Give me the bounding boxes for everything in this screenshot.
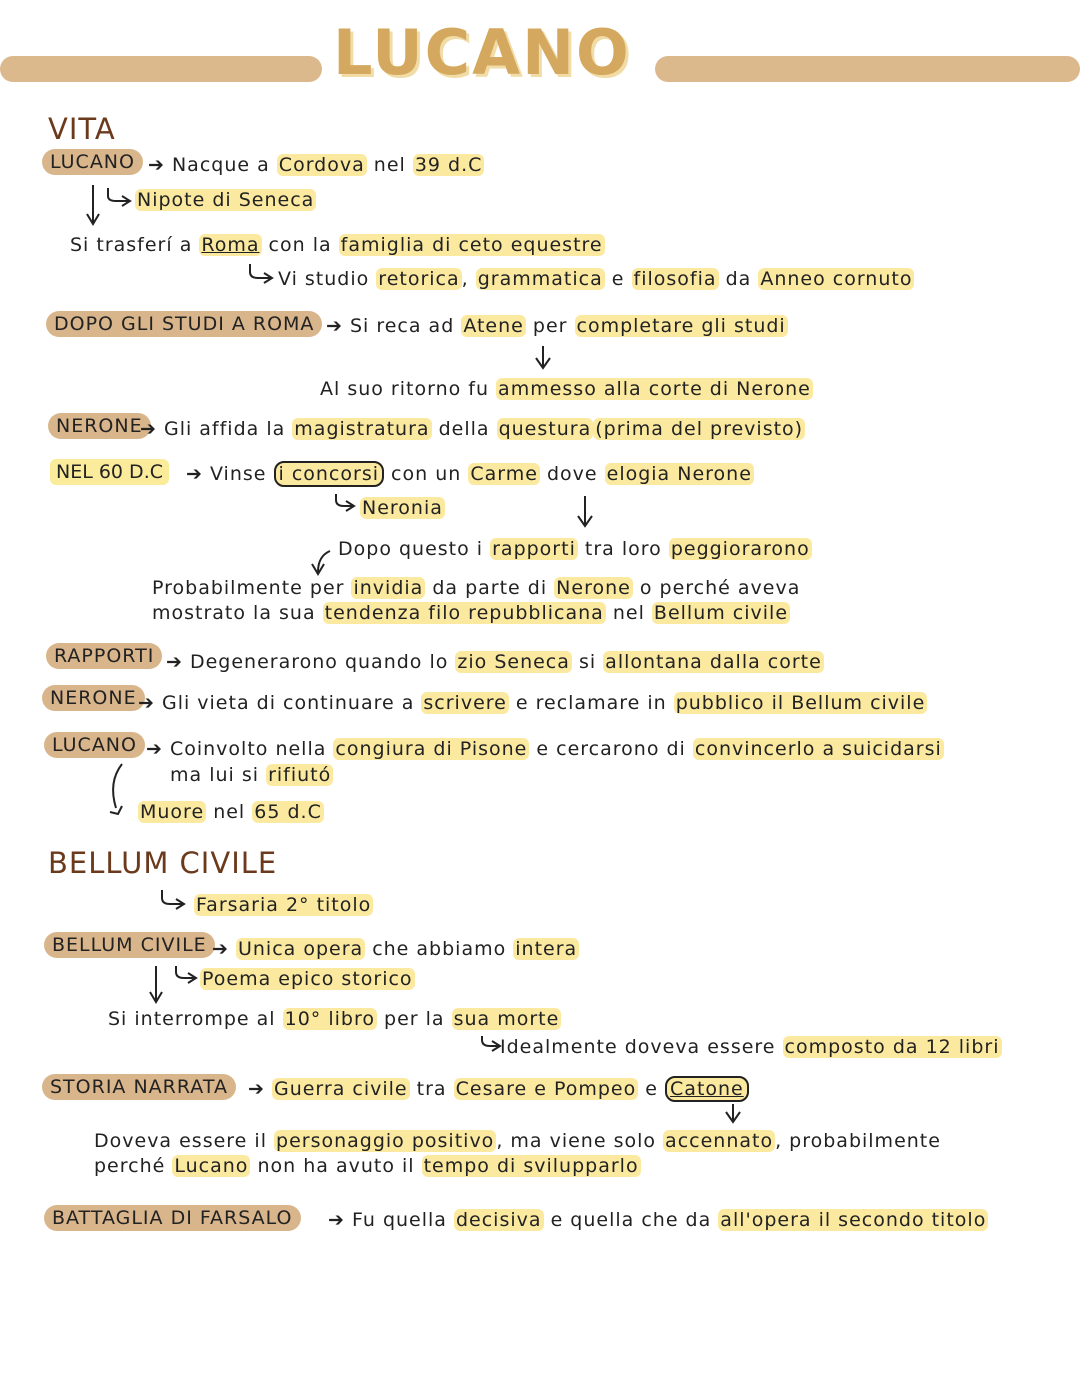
tag-dopo-gli-studi: DOPO GLI STUDI A ROMA	[46, 311, 322, 337]
arrow-icon	[110, 764, 122, 814]
arrow-icon	[578, 496, 592, 526]
vita-line-concorsi: ➔ Vinse i concorsi con un Carme dove elogia Nerone	[186, 463, 752, 485]
vita-line-congiura: ➔ Coinvolto nella congiura di Pisone e cercarono di convincerlo a suicidarsi	[146, 738, 942, 760]
page-title: LUCANO	[333, 16, 631, 89]
vita-line-vieta: ➔ Gli vieta di continuare a scrivere e reclamare in pubblico il Bellum civile	[138, 692, 926, 714]
arrow-icon: ➔	[166, 651, 190, 673]
arrow-icon: ➔	[186, 463, 210, 485]
vita-line-tendenza: mostrato la sua tendenza filo repubblicana nel Bellum civile	[152, 602, 789, 624]
tag-rapporti: RAPPORTI	[46, 643, 162, 669]
vita-line-rapporti: Dopo questo i rapporti tra loro peggiorarono	[338, 538, 810, 560]
arrow-icon: ➔	[146, 738, 170, 760]
tag-nerone: NERONE	[48, 413, 151, 439]
arrow-icon: ➔	[328, 1209, 352, 1231]
tag-lucano: LUCANO	[42, 149, 143, 175]
tag-storia-narrata: STORIA NARRATA	[42, 1074, 236, 1100]
arrow-icon: ➔	[248, 1078, 272, 1100]
bellum-line-idealmente: Idealmente doveva essere composto da 12 libri	[500, 1036, 1000, 1058]
bellum-line-guerra-civile: ➔ Guerra civile tra Cesare e Pompeo e Catone	[248, 1078, 749, 1100]
arrow-icon	[312, 551, 330, 574]
arrow-icon: ➔	[326, 315, 350, 337]
arrow-icon	[150, 966, 162, 1002]
tag-nel-60: NEL 60 D.C	[50, 459, 169, 485]
vita-line-muore: Muore nel 65 d.C	[140, 801, 322, 823]
vita-line-rome: Si trasferí a Roma con la famiglia di ceto equestre	[70, 234, 603, 256]
arrow-icon	[726, 1104, 740, 1122]
vita-line-neronia: Neronia	[362, 497, 443, 519]
bellum-line-poema: Poema epico storico	[202, 968, 413, 990]
section-heading-vita: VITA	[48, 112, 116, 146]
vita-line-questura: ➔ Gli affida la magistratura della questura (prima del previsto)	[140, 418, 804, 440]
arrow-icon	[336, 494, 354, 511]
vita-line-birth: ➔ Nacque a Cordova nel 39 d.C	[148, 154, 483, 176]
vita-line-rifiuto: ma lui si rifiutó	[170, 764, 332, 786]
vita-line-invidia: Probabilmente per invidia da parte di Nerone o perché aveva	[152, 577, 801, 599]
vita-line-studies: Vi studio retorica , grammatica e filosofia da Anneo cornuto	[278, 268, 913, 290]
vita-line-ritorno: Al suo ritorno fu ammesso alla corte di Nerone	[320, 378, 811, 400]
arrow-icon: ➔	[148, 154, 172, 176]
arrow-icon	[176, 966, 196, 983]
arrow-icon	[536, 346, 550, 368]
vita-line-atene: ➔ Si reca ad Atene per completare gli studi	[326, 315, 786, 337]
bellum-line-tempo: perché Lucano non ha avuto il tempo di svilupparlo	[94, 1155, 639, 1177]
bellum-line-unica-opera: ➔ Unica opera che abbiamo intera	[212, 938, 578, 960]
tag-battaglia-di-farsalo: BATTAGLIA DI FARSALO	[44, 1205, 301, 1231]
bellum-line-decisiva: ➔ Fu quella decisiva e quella che da all'opera il secondo titolo	[328, 1209, 987, 1231]
section-heading-bellum-civile: BELLUM CIVILE	[48, 846, 278, 880]
arrow-icon	[250, 264, 272, 283]
arrow-icon	[108, 188, 130, 206]
vita-line-degenerarono: ➔ Degenerarono quando lo zio Seneca si allontana dalla corte	[166, 651, 822, 673]
arrow-icon: ➔	[138, 692, 162, 714]
vita-line-nephew: Nipote di Seneca	[137, 189, 315, 211]
tag-nerone-2: NERONE	[42, 685, 145, 711]
bellum-line-farsaria: Farsaria 2° titolo	[196, 894, 372, 916]
arrow-icon: ➔	[212, 938, 236, 960]
arrow-icon	[87, 185, 99, 224]
bellum-line-interrompe: Si interrompe al 10° libro per la sua morte	[108, 1008, 560, 1030]
arrow-icon	[162, 890, 184, 909]
arrow-icon	[482, 1036, 500, 1051]
tag-lucano-2: LUCANO	[44, 732, 145, 758]
arrow-icon: ➔	[140, 418, 164, 440]
tag-bellum-civile: BELLUM CIVILE	[44, 932, 215, 958]
bellum-line-personaggio: Doveva essere il personaggio positivo , ma viene solo accennato , probabilmente	[94, 1130, 941, 1152]
